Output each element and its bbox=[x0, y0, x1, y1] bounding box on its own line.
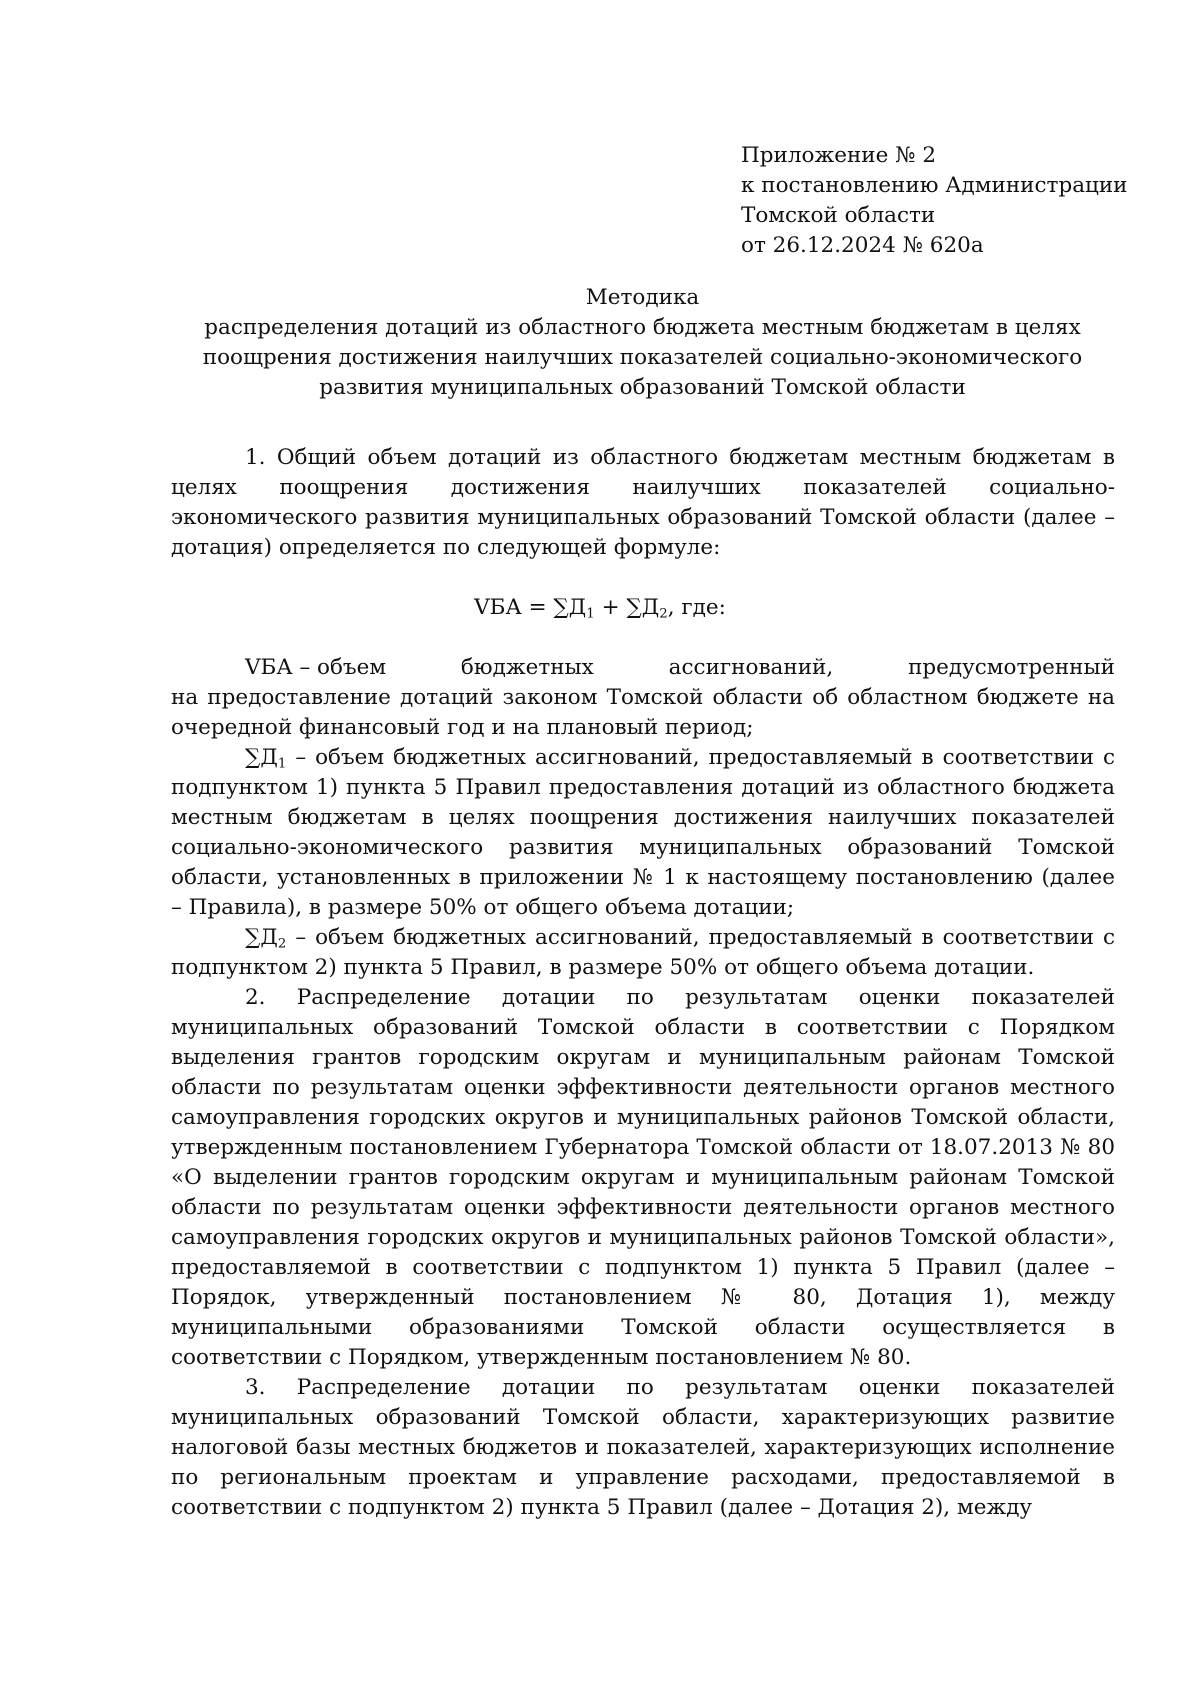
appendix-line-1: Приложение № 2 bbox=[741, 143, 937, 168]
def-d2-sub: 2 bbox=[277, 936, 287, 952]
appendix-header bbox=[741, 141, 1128, 261]
def-d1-symbol: ∑Д bbox=[245, 745, 278, 770]
definitions bbox=[171, 653, 1115, 1523]
def-d1-text: – объем бюджетных ассигнований, предоставляемый в соответствии с подпунктом 1) пункта 5 Правил предоставления дотаций из областного бюджета местным бюджетам в целях поощрения достижения наилучших показателей социально-экономического развития муниципальных образований Томской области, установленных в приложении № 1 к настоящему постановлению (далее – Правила), в размере 50% от общего объема дотации; bbox=[171, 745, 1115, 920]
def-d2-symbol: ∑Д bbox=[245, 925, 278, 950]
def-vba-first-line bbox=[171, 653, 1115, 683]
paragraph-1-text: 1. Общий объем дотаций из областного бюджетам местным бюджетам в целях поощрения достижения наилучших показателей социально-экономического развития муниципальных образований Томской области (далее – дотация) определяется по следующей формуле: bbox=[171, 445, 1115, 560]
formula-term-1: ∑Д bbox=[553, 595, 587, 620]
def-d1 bbox=[171, 743, 1115, 923]
formula bbox=[0, 593, 1200, 623]
def-vba-word-1: VБА – объем bbox=[245, 655, 387, 680]
def-vba-word-3: ассигнований, bbox=[668, 655, 834, 680]
title-line-3: поощрения достижения наилучших показателей социально-экономического bbox=[202, 345, 1083, 370]
document-title bbox=[170, 283, 1115, 403]
formula-tail: , где: bbox=[667, 595, 726, 620]
paragraph-3: 3. Распределение дотации по результатам оценки показателей муниципальных образований Томской области, характеризующих развитие налоговой базы местных бюджетов и показателей, характеризующих исполнение по региональным проектам и управление расходами, предоставляемой в соответствии с подпунктом 2) пункта 5 Правил (далее – Дотация 2), между bbox=[171, 1375, 1115, 1520]
def-d1-sub: 1 bbox=[277, 756, 287, 772]
title-line-4: развития муниципальных образований Томской области bbox=[319, 375, 966, 400]
formula-plus: + bbox=[594, 595, 627, 620]
paragraph-1 bbox=[171, 443, 1115, 563]
appendix-line-3: Томской области bbox=[741, 203, 936, 228]
formula-lhs: VБА = bbox=[474, 595, 554, 620]
def-vba-rest: на предоставление дотаций законом Томской области об областном бюджете на очередной финансовый год и на плановый период; bbox=[171, 685, 1115, 740]
def-vba-word-4: предусмотренный bbox=[908, 655, 1115, 680]
title-line-1: Методика bbox=[585, 285, 700, 310]
def-d2 bbox=[171, 923, 1115, 983]
appendix-line-4: от 26.12.2024 № 620а bbox=[741, 233, 984, 258]
title-line-2: распределения дотаций из областного бюджета местным бюджетам в целях bbox=[204, 315, 1081, 340]
formula-sub-2: 2 bbox=[659, 606, 668, 622]
def-vba-word-2: бюджетных bbox=[460, 655, 594, 680]
formula-sub-1: 1 bbox=[586, 606, 595, 622]
appendix-line-2: к постановлению Администрации bbox=[741, 173, 1128, 198]
paragraph-2: 2. Распределение дотации по результатам оценки показателей муниципальных образований Томской области в соответствии с Порядком выделения грантов городским округам и муниципальным районам Томской области по результатам оценки эффективности деятельности органов местного самоуправления городских округов и муниципальных районов Томской области, утвержденным постановлением Губернатора Томской области от 18.07.2013 № 80 «О выделении грантов городским округам и муниципальным районам Томской области по результатам оценки эффективности деятельности органов местного самоуправления городских округов и муниципальных районов Томской области», предоставляемой в соответствии с подпунктом 1) пункта 5 Правил (далее – Порядок, утвержденный постановлением № 80, Дотация 1), между муниципальными образованиями Томской области осуществляется в соответствии с Порядком, утвержденным постановлением № 80. bbox=[171, 985, 1115, 1370]
def-d2-text: – объем бюджетных ассигнований, предоставляемый в соответствии с подпунктом 2) пункта 5 Правил, в размере 50% от общего объема дотации. bbox=[171, 925, 1115, 980]
formula-term-2: ∑Д bbox=[626, 595, 660, 620]
